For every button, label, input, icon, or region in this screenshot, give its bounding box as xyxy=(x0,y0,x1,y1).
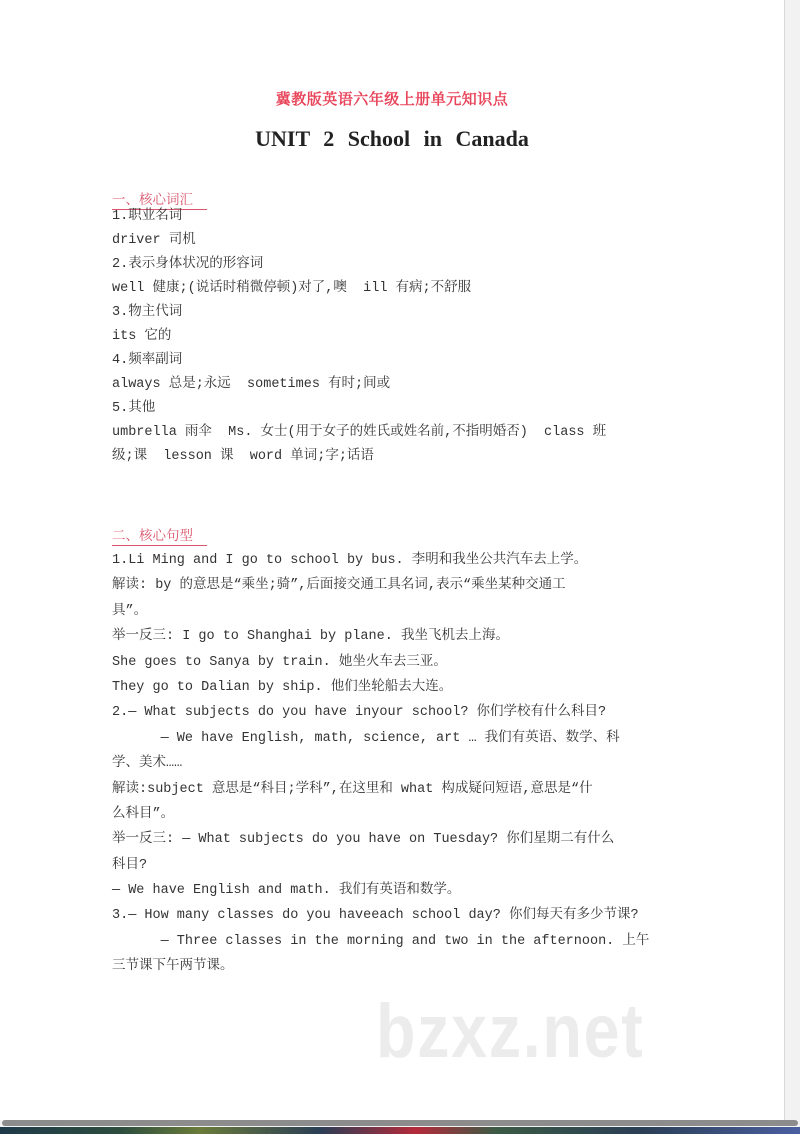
text-line: always 总是;永远 sometimes 有时;间或 xyxy=(112,377,391,392)
text-line: 级;课 lesson 课 word 单词;字;话语 xyxy=(112,449,374,464)
text-line: 学、美术…… xyxy=(112,756,183,772)
text-line: 3.物主代词 xyxy=(112,305,183,320)
text-line: its 它的 xyxy=(112,329,172,344)
text-line: umbrella 雨伞 Ms. 女士(用于女子的姓氏或姓名前,不指明婚否) class 班 xyxy=(112,425,607,440)
text-line: 三节课下午两节课。 xyxy=(112,959,234,975)
text-line: 么科目”。 xyxy=(112,806,175,822)
text-line: 1.职业名词 xyxy=(112,209,183,224)
text-line: 科目? xyxy=(112,857,148,873)
bottom-image-strip xyxy=(0,1127,800,1134)
text-line: well 健康;(说话时稍微停顿)对了,噢 ill 有病;不舒服 xyxy=(112,281,472,296)
text-line: 举一反三: — What subjects do you have on Tuesday? 你们星期二有什么 xyxy=(112,832,615,848)
text-line: 2.表示身体状况的形容词 xyxy=(112,257,264,272)
text-line: — Three classes in the morning and two in the afternoon. 上午 xyxy=(112,933,650,949)
text-line: 解读:subject 意思是“科目;学科”,在这里和 what 构成疑问短语,意思是“什 xyxy=(112,781,593,797)
section-heading-vocabulary: 一、核心词汇 xyxy=(112,192,207,210)
text-line: 4.频率副词 xyxy=(112,353,183,368)
text-line: 具”。 xyxy=(112,603,148,619)
watermark: bzxz.net xyxy=(376,989,645,1074)
text-line: driver 司机 xyxy=(112,233,196,248)
text-line: 1.Li Ming and I go to school by bus. 李明和我坐公共汽车去上学。 xyxy=(112,553,588,568)
text-line: 3.— How many classes do you haveeach school day? 你们每天有多少节课? xyxy=(112,908,639,924)
text-line: 解读: by 的意思是“乘坐;骑”,后面接交通工具名词,表示“乘坐某种交通工 xyxy=(112,578,566,594)
document-title: 冀教版英语六年级上册单元知识点 xyxy=(275,90,509,108)
text-line: 举一反三: I go to Shanghai by plane. 我坐飞机去上海。 xyxy=(112,629,509,645)
text-line: — We have English, math, science, art … 我们有英语、数学、科 xyxy=(112,730,620,746)
text-line: She goes to Sanya by train. 她坐火车去三亚。 xyxy=(112,654,447,670)
text-line: 2.— What subjects do you have inyour school? 你们学校有什么科目? xyxy=(112,705,607,721)
horizontal-scrollbar[interactable] xyxy=(2,1120,798,1126)
section-heading-sentences: 二、核心句型 xyxy=(112,528,207,546)
unit-title: UNIT 2 School in Canada xyxy=(255,126,529,151)
text-line: 5.其他 xyxy=(112,401,156,416)
sentences-section xyxy=(112,548,682,980)
text-line: They go to Dalian by ship. 他们坐轮船去大连。 xyxy=(112,679,453,695)
text-line: — We have English and math. 我们有英语和数学。 xyxy=(112,883,461,899)
vocabulary-section xyxy=(112,205,682,469)
